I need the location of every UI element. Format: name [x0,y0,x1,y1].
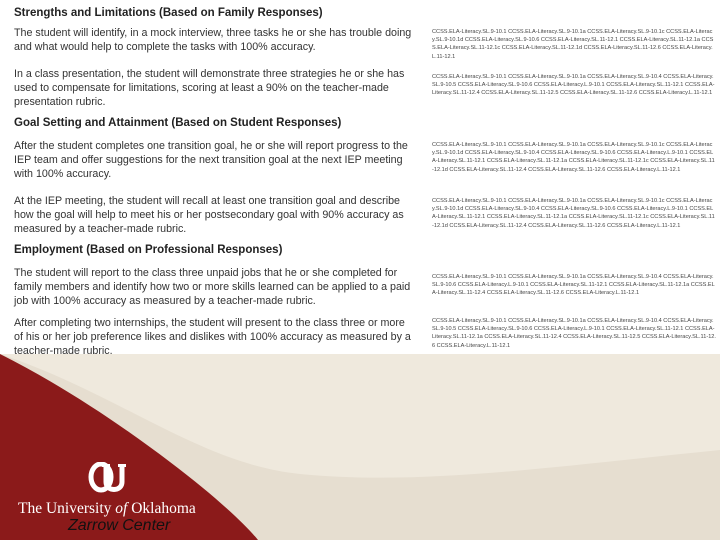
ou-interlocking-logo-icon [86,462,126,496]
standards-codes: CCSS.ELA-Literacy.SL.9-10.1 CCSS.ELA-Literacy.SL.9-10.1a CCSS.ELA-Literacy.SL.9-10.4 CCSS.ELA-Literacy.SL.9-10.5 CCSS.ELA-Literacy.SL.9-10.6 CCSS.ELA-Literacy.L.9-10.1 CCSS.ELA-Literacy.SL.11-12.1 CCSS.ELA-Literacy.SL.11-12.4 CCSS.ELA-Literacy.SL.11-12.5 CCSS.ELA-Literacy.SL.11-12.6 CCSS.ELA-Literacy.L.11-12.1 [432,74,715,97]
standards-column [432,6,716,359]
university-name-suffix: Oklahoma [127,500,196,517]
goal-text: After the student completes one transition goal, he or she will report progress to the IEP team and offer suggestions for the next transition goal at the next IEP meeting with 100% accuracy. [14,140,408,180]
goal-text: The student will report to the class three unpaid jobs that he or she completed for family members and identify how two or more skills learned can be applied to a paid job with 100% accuracy as measured by a teacher-made rubric. [14,267,411,307]
goal-text: The student will identify, in a mock interview, three tasks he or she has trouble doing and what would help to complete the tasks with 100% accuracy. [14,27,412,53]
section-heading: Strengths and Limitations (Based on Family Responses) [14,7,323,19]
standards-codes: CCSS.ELA-Literacy.SL.9-10.1 CCSS.ELA-Literacy.SL.9-10.1a CCSS.ELA-Literacy.SL.9-10.4 CCSS.ELA-Literacy.SL.9-10.6 CCSS.ELA-Literacy.L.9-10.1 CCSS.ELA-Literacy.SL.11-12.1 CCSS.ELA-Literacy.SL.11-12.1a CCSS.ELA-Literacy.SL.11-12.4 CCSS.ELA-Literacy.SL.11-12.6 CCSS.ELA-Literacy.L.11-12.1 [432,274,715,297]
standards-codes: CCSS.ELA-Literacy.SL.9-10.1 CCSS.ELA-Literacy.SL.9-10.1a CCSS.ELA-Literacy.SL.9-10.1c CCSS.ELA-Literacy.SL.9-10.1d CCSS.ELA-Literacy.SL.9-10.6 CCSS.ELA-Literacy.SL.11-12.1 CCSS.ELA-Literacy.SL.11-12.1a CCSS.ELA-Literacy.SL.11-12.1c CCSS.ELA-Literacy.SL.11-12.1d CCSS.ELA-Literacy.SL.11-12.6 CCSS.ELA-Literacy.L.11-12.1 [432,29,714,60]
standards-codes: CCSS.ELA-Literacy.SL.9-10.1 CCSS.ELA-Literacy.SL.9-10.1a CCSS.ELA-Literacy.SL.9-10.1c CCSS.ELA-Literacy.SL.9-10.1d CCSS.ELA-Literacy.SL.9-10.4 CCSS.ELA-Literacy.SL.9-10.6 CCSS.ELA-Literacy.L.9-10.1 CCSS.ELA-Literacy.SL.11-12.1 CCSS.ELA-Literacy.SL.11-12.1a CCSS.ELA-Literacy.SL.11-12.1c CCSS.ELA-Literacy.SL.11-12.1d CCSS.ELA-Literacy.SL.11-12.4 CCSS.ELA-Literacy.SL.11-12.6 CCSS.ELA-Literacy.L.11-12.1 [432,142,715,173]
standards-codes: CCSS.ELA-Literacy.SL.9-10.1 CCSS.ELA-Literacy.SL.9-10.1a CCSS.ELA-Literacy.SL.9-10.1c CCSS.ELA-Literacy.SL.9-10.1d CCSS.ELA-Literacy.SL.9-10.4 CCSS.ELA-Literacy.SL.9-10.6 CCSS.ELA-Literacy.L.9-10.1 CCSS.ELA-Literacy.SL.11-12.1 CCSS.ELA-Literacy.SL.11-12.1a CCSS.ELA-Literacy.SL.11-12.1c CCSS.ELA-Literacy.SL.11-12.1d CCSS.ELA-Literacy.SL.11-12.4 CCSS.ELA-Literacy.SL.11-12.6 CCSS.ELA-Literacy.L.11-12.1 [432,198,715,229]
goal-text: After completing two internships, the student will present to the class three or more of his or her job preference likes and dislikes with 100% accuracy as measured by a teacher-made rubric. [14,317,411,357]
university-name-of: of [115,500,128,517]
university-name-prefix: The University [18,500,116,517]
section-heading: Goal Setting and Attainment (Based on Student Responses) [14,117,342,129]
university-name [18,500,196,518]
goals-column [14,6,412,358]
section-heading: Employment (Based on Professional Responses) [14,244,283,256]
center-name: Zarrow Center [68,517,171,534]
standards-codes: CCSS.ELA-Literacy.SL.9-10.1 CCSS.ELA-Literacy.SL.9-10.1a CCSS.ELA-Literacy.SL.9-10.4 CCSS.ELA-Literacy.SL.9-10.5 CCSS.ELA-Literacy.SL.9-10.6 CCSS.ELA-Literacy.L.9-10.1 CCSS.ELA-Literacy.SL.11-12.1 CCSS.ELA-Literacy.SL.11-12.1a CCSS.ELA-Literacy.SL.11-12.4 CCSS.ELA-Literacy.SL.11-12.5 CCSS.ELA-Literacy.SL.11-12.6 CCSS.ELA-Literacy.L.11-12.1 [432,318,716,349]
goal-text: In a class presentation, the student will demonstrate three strategies he or she has used to compensate for limitations, scoring at least a 90% on the teacher-made presentation rubric. [14,68,405,108]
goal-text: At the IEP meeting, the student will recall at least one transition goal and describe how the goal will help to meet his or her postsecondary goal with 90% accuracy as measured by a teacher-made rubric. [14,195,404,235]
